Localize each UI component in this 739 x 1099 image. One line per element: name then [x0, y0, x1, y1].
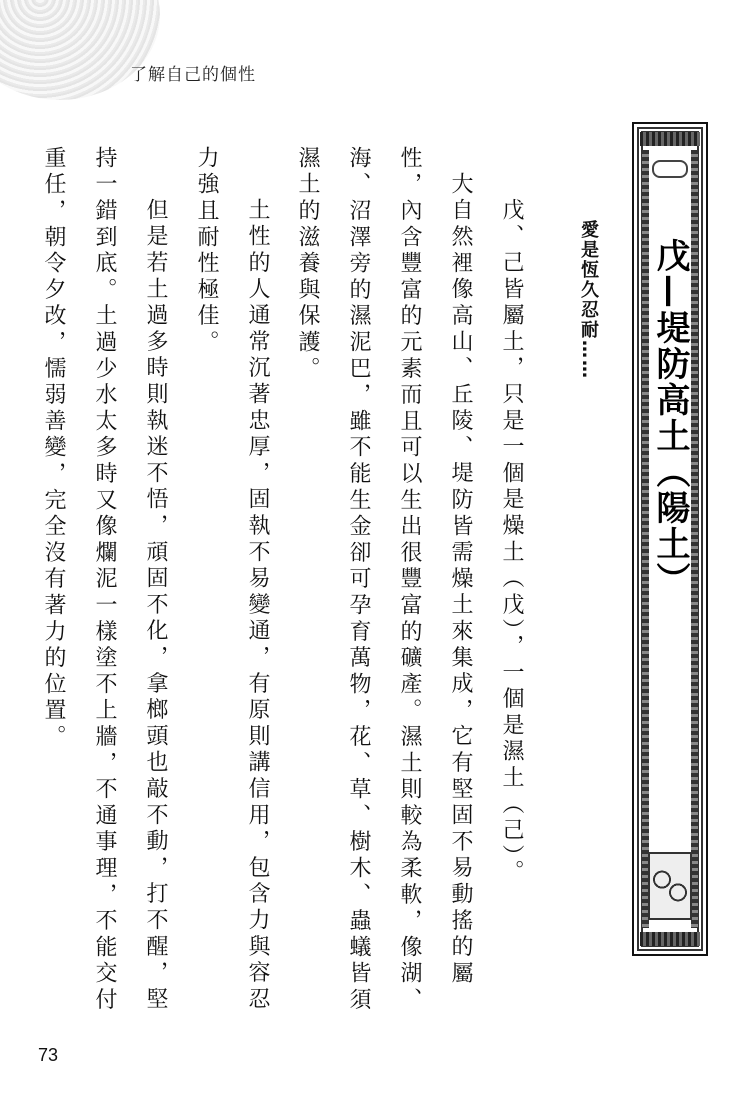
panel-cartouche	[652, 160, 688, 178]
body-line-10: 重任，朝令夕改，懦弱善變，完全沒有著力的位置。	[41, 146, 66, 751]
panel-motif	[648, 852, 692, 920]
panel-bottom-border	[640, 932, 700, 946]
page-number: 73	[38, 1045, 59, 1065]
running-head: 了解自己的個性	[130, 65, 256, 85]
body-line-4: 海、沼澤旁的濕泥巴，雖不能生金卻可孕育萬物，花、草、樹木、蟲蟻皆須	[346, 146, 371, 1014]
chapter-title: 戊—堤防高土（陽土）	[650, 238, 690, 598]
body-line-7: 力強且耐性極佳。	[194, 146, 219, 357]
body-line-6: 土性的人通常沉著忠厚，固執不易變通，有原則講信用，包含力與容忍	[245, 198, 270, 1014]
body-line-8: 但是若土過多時則執迷不悟，頑固不化，拿榔頭也敲不動，打不醒，堅	[143, 198, 168, 1014]
body-line-2: 大自然裡像高山、丘陵、堤防皆需燥土來集成，它有堅固不易動搖的屬	[448, 172, 473, 988]
body-line-5: 濕土的滋養與保護。	[295, 146, 320, 383]
body-line-3: 性，內含豐富的元素而且可以生出很豐富的礦產。濕土則較為柔軟，像湖、	[397, 146, 422, 1014]
body-line-9: 持一錯到底。土過少水太多時又像爛泥一樣塗不上牆，不通事理，不能交付	[92, 146, 117, 1014]
chapter-subtitle: 愛是恆久忍耐……	[578, 220, 599, 380]
body-line-1: 戊、己皆屬土，只是一個是燥土（戊），一個是濕土（己）。	[499, 198, 524, 887]
corner-ornament	[0, 0, 160, 100]
panel-top-border	[640, 132, 700, 146]
